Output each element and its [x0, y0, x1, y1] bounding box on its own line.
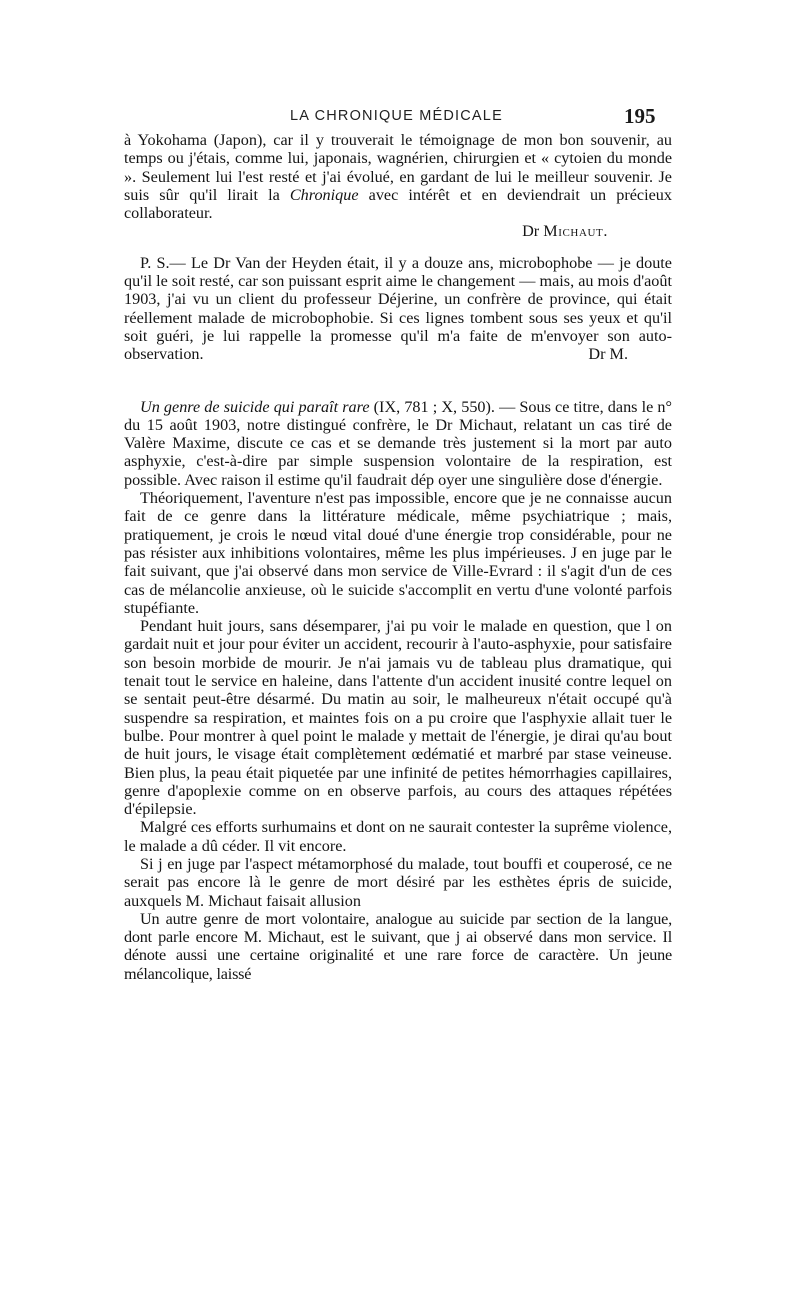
- letter-paragraph: [124, 131, 672, 222]
- running-header: [0, 104, 800, 130]
- letter-text-a: à Yokohama (Japon), car il y trouverait le témoignage de mon bon souvenir, au temps ou j'étais, comme lui, japonais, wagnérien, chirurgien et « cytoien du monde ». Seulement lui l'est resté et j'ai évolué, en gardant de lui le meilleur souvenir. Je suis sûr qu'il lirait la: [124, 131, 672, 204]
- article-title: Un genre de suicide qui paraît rare: [140, 397, 370, 416]
- article-paragraph: Si j en juge par l'aspect métamorphosé du malade, tout bouffi et couperosé, ce ne serait pas encore là le genre de mort désiré par les esthètes épris de suicide, auxquels M. Michaut faisait allusion: [124, 854, 672, 910]
- letter-text-b: avec intérêt et en deviendrait un précieux collaborateur.: [124, 185, 672, 223]
- postscript-signature: Dr M.: [588, 345, 628, 364]
- letter-signature: [124, 222, 672, 240]
- article-lead-paragraph: [124, 398, 672, 489]
- article-lead-text: (IX, 781 ; X, 550). — Sous ce titre, dans le n° du 15 août 1903, notre distingué confrère, le Dr Michaut, relatant un cas tiré de Valère Maxime, discute ce cas et se demande très justement si la mort par auto asphyxie, c'est-à-dire par simple suspension volontaire de la respiration, est possible. Avec raison il estime qu'il faudrait dép oyer une singulière dose d'énergie.: [124, 397, 672, 489]
- spacer: [124, 364, 672, 398]
- spacer: [124, 241, 672, 254]
- body-text: [124, 131, 672, 983]
- running-title: LA CHRONIQUE MÉDICALE: [290, 108, 503, 124]
- article-paragraph: Un autre genre de mort volontaire, analogue au suicide par section de la langue, dont parle encore M. Michaut, est le suivant, que j ai observé dans mon service. Il dénote aussi une certaine originalité et une rare force de caractère. Un jeune mélancolique, laissé: [124, 909, 672, 983]
- article-paragraph: Pendant huit jours, sans désemparer, j'ai pu voir le malade en question, que l on gardait nuit et jour pour éviter un accident, recourir à l'auto-asphyxie, pour satisfaire son besoin morbide de mourir. Je n'ai jamais vu de tableau plus dramatique, qui tenait tout le service en haleine, dans l'attente d'un accident inusité contre lequel on se sentait peut-être désarmé. Du matin au soir, le malheureux n'était occupé qu'à suspendre sa respiration, et maintes fois on a pu croire que l'asphyxie allait tuer le bulbe. Pour montrer à quel point le malade y mettait de l'énergie, je dirai qu'au bout de huit jours, le visage était complètement œdématié et marbré par stase veineuse. Bien plus, la peau était piquetée par une infinité de petites hémorrhagies capillaires, genre d'apoplexie comme on en observe parfois, au cours des attaques répétées d'épilepsie.: [124, 617, 672, 819]
- article-paragraph: Théoriquement, l'aventure n'est pas impossible, encore que je ne connaisse aucun fait de ce genre dans la littérature médicale, même psychiatrique ; mais, pratiquement, je crois le nœud vital doué d'une énergie trop considérable, pour ne pas résister aux inhibitions volontaires, même les plus impérieuses. J en juge par le fait suivant, que j'ai observé dans mon service de Ville-Evrard : il s'agit d'un de ces cas de mélancolie anxieuse, où le suicide s'accomplit en vertu d'une volonté parfois stupéfiante.: [124, 489, 672, 617]
- article-paragraph: Malgré ces efforts surhumains et dont on ne saurait contester la suprême violence, le malade a dû céder. Il vit encore.: [124, 818, 672, 855]
- signature-prefix: Dr: [522, 222, 540, 241]
- postscript-paragraph: P. S.— Le Dr Van der Heyden était, il y a douze ans, microbophobe — je doute qu'il le soit resté, car son puissant esprit aime le changement — mais, au mois d'août 1903, j'ai vu un client du professeur Déjerine, un confrère de province, qui était réellement malade de microbophobie. Si ces lignes tombent sous ses yeux et qu'il soit guéri, je lui rappelle la promesse qu'il m'a faite de m'envoyer son auto-observation.: [124, 253, 672, 364]
- journal-title-italic: Chronique: [289, 185, 359, 204]
- signature-name: Michaut.: [543, 222, 608, 241]
- page-number: 195: [624, 104, 656, 128]
